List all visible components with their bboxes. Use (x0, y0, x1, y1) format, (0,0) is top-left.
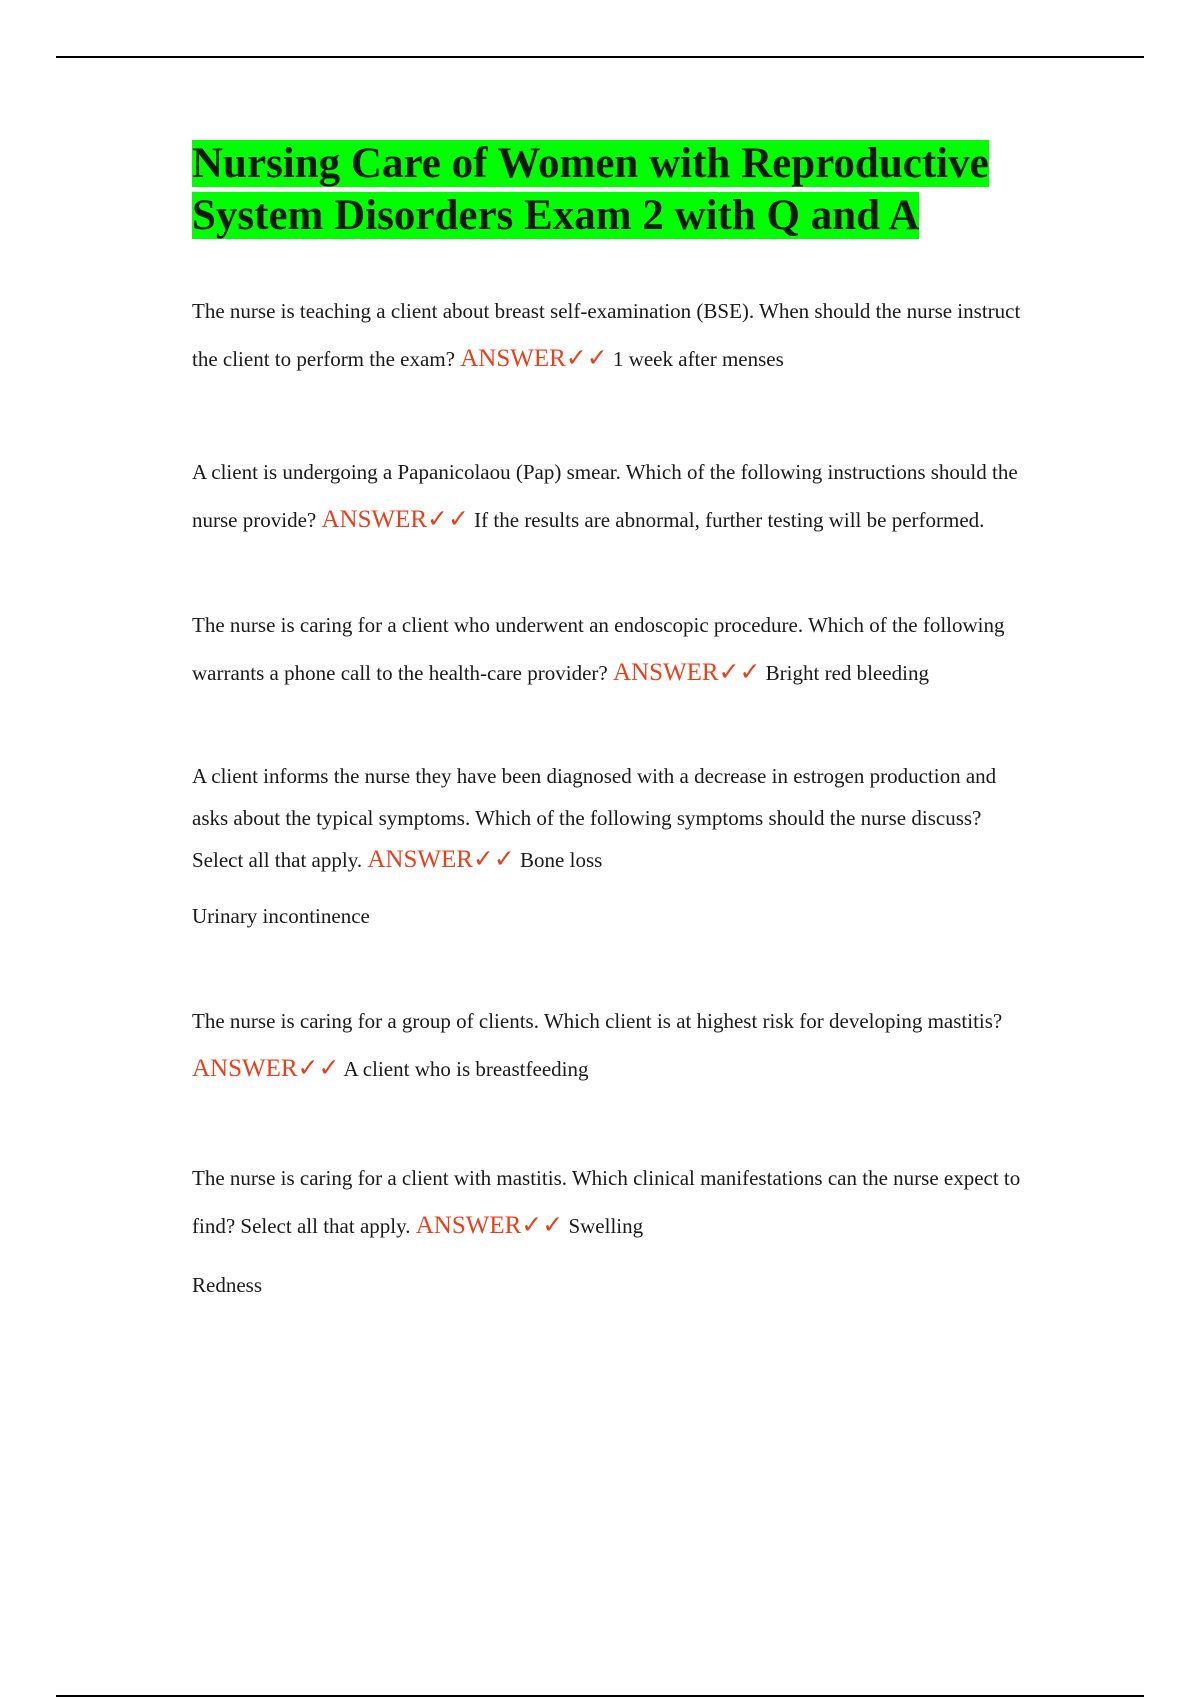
question-text (192, 449, 1037, 544)
question: The nurse is caring for a group of clients. Which client is at highest risk for developing mastitis? (192, 1009, 1003, 1033)
question: The nurse is teaching a client about breast self-examination (BSE). When should the nurse instruct the client to perform the exam? (192, 299, 1021, 371)
answer-marker: ANSWER✓✓ (612, 659, 761, 686)
question-text (192, 998, 1037, 1093)
answer-text: Bright red bleeding (765, 661, 929, 685)
question-text (192, 602, 1037, 697)
answer-text: If the results are abnormal, further testing will be performed. (474, 508, 985, 532)
qa-item (192, 602, 1037, 697)
answer-text: A client who is breastfeeding (343, 1057, 589, 1081)
bottom-rule (56, 1695, 1144, 1697)
qa-item (192, 288, 1037, 383)
answer-text: 1 week after menses (612, 347, 784, 371)
answer-text: Swelling (568, 1214, 644, 1238)
question-text (192, 1155, 1037, 1250)
qa-item (192, 449, 1037, 544)
answer-marker: ANSWER✓✓ (321, 506, 469, 533)
answer-text: Bone loss (520, 848, 603, 872)
question-text (192, 755, 1037, 881)
title-highlight: Nursing Care of Women with Reproductive System Disorders Exam 2 with Q and A (192, 140, 989, 239)
qa-item (192, 1155, 1037, 1309)
question: A client informs the nurse they have been diagnosed with a decrease in estrogen production and asks about the typical symptoms. Which of the following symptoms should the nurse discuss? Select all that apply. (192, 764, 997, 872)
qa-item (192, 998, 1037, 1093)
question: The nurse is caring for a client with mastitis. Which clinical manifestations can the nurse expect to find? Select all that apply. (192, 1166, 1021, 1238)
question-text (192, 288, 1037, 383)
answer-marker: ANSWER✓✓ (460, 345, 608, 372)
qa-item (192, 755, 1037, 940)
answer-marker: ANSWER✓✓ (367, 846, 515, 873)
answer-marker: ANSWER✓✓ (415, 1212, 564, 1239)
question: The nurse is caring for a client who underwent an endoscopic procedure. Which of the following warrants a phone call to the health-care provider? (192, 613, 1005, 685)
question: A client is undergoing a Papanicolaou (Pap) smear. Which of the following instructions should the nurse provide? (192, 460, 1018, 532)
additional-answer: Urinary incontinence (192, 904, 370, 928)
document-body (192, 138, 1037, 1309)
document-title (192, 138, 1037, 242)
top-rule (56, 56, 1144, 58)
additional-answer: Redness (192, 1273, 262, 1297)
answer-marker: ANSWER✓✓ (192, 1055, 340, 1082)
